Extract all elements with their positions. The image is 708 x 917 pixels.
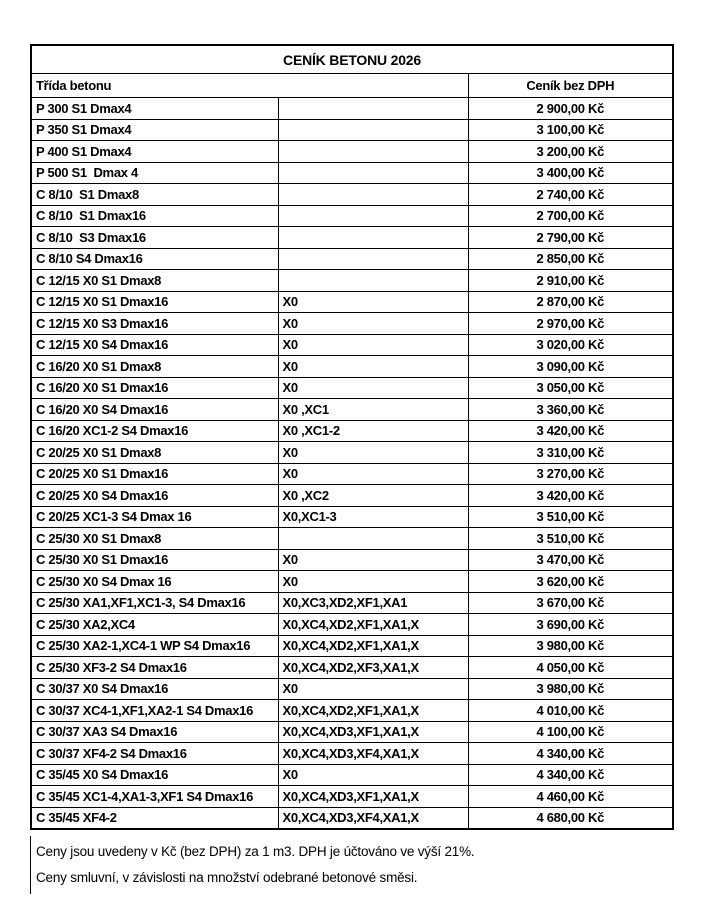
price-cell: 2 970,00 Kč [468, 313, 673, 335]
exposure-classes-cell: X0,XC4,XD2,XF1,XA1,X [278, 614, 468, 636]
title-row [31, 45, 673, 74]
concrete-class-cell: C 16/20 X0 S1 Dmax8 [31, 356, 278, 378]
table-row [31, 549, 673, 571]
table-row [31, 764, 673, 786]
concrete-class-cell: C 30/37 XA3 S4 Dmax16 [31, 721, 278, 743]
concrete-class-cell: C 20/25 X0 S1 Dmax8 [31, 442, 278, 464]
exposure-classes-cell: X0 [278, 571, 468, 593]
concrete-class-cell: P 300 S1 Dmax4 [31, 98, 278, 120]
concrete-class-cell: C 8/10 S3 Dmax16 [31, 227, 278, 249]
exposure-classes-cell: X0 ,XC1-2 [278, 420, 468, 442]
concrete-class-cell: C 25/30 X0 S1 Dmax16 [31, 549, 278, 571]
price-cell: 3 670,00 Kč [468, 592, 673, 614]
table-row [31, 442, 673, 464]
table-row [31, 313, 673, 335]
table-row [31, 657, 673, 679]
table-row [31, 356, 673, 378]
table-row [31, 420, 673, 442]
concrete-class-cell: P 350 S1 Dmax4 [31, 119, 278, 141]
table-row [31, 592, 673, 614]
exposure-classes-cell: X0,XC4,XD3,XF4,XA1,X [278, 807, 468, 829]
concrete-class-cell: C 30/37 XF4-2 S4 Dmax16 [31, 743, 278, 765]
concrete-class-cell: C 35/45 X0 S4 Dmax16 [31, 764, 278, 786]
exposure-classes-cell: X0,XC4,XD2,XF1,XA1,X [278, 635, 468, 657]
exposure-classes-cell [278, 227, 468, 249]
exposure-classes-cell [278, 119, 468, 141]
price-cell: 2 790,00 Kč [468, 227, 673, 249]
concrete-class-cell: C 25/30 X0 S4 Dmax 16 [31, 571, 278, 593]
exposure-classes-cell [278, 248, 468, 270]
header-row [31, 74, 673, 98]
price-cell: 3 470,00 Kč [468, 549, 673, 571]
exposure-classes-cell [278, 528, 468, 550]
table-row [31, 485, 673, 507]
footer-note-contract: Ceny smluvní, v závislosti na množství odebrané betonové směsi. [36, 870, 418, 885]
table-row [31, 399, 673, 421]
concrete-class-cell: P 500 S1 Dmax 4 [31, 162, 278, 184]
concrete-class-cell: C 12/15 X0 S4 Dmax16 [31, 334, 278, 356]
table-body [31, 98, 673, 830]
concrete-class-cell: C 20/25 X0 S4 Dmax16 [31, 485, 278, 507]
price-cell: 3 420,00 Kč [468, 485, 673, 507]
table-row [31, 743, 673, 765]
exposure-classes-cell: X0,XC3,XD2,XF1,XA1 [278, 592, 468, 614]
table-row [31, 291, 673, 313]
table-row [31, 700, 673, 722]
concrete-class-cell: C 12/15 X0 S1 Dmax8 [31, 270, 278, 292]
exposure-classes-cell: X0 [278, 377, 468, 399]
exposure-classes-cell: X0 [278, 334, 468, 356]
exposure-classes-cell: X0 [278, 678, 468, 700]
concrete-class-cell: C 35/45 XF4-2 [31, 807, 278, 829]
concrete-class-cell: C 25/30 XA1,XF1,XC1-3, S4 Dmax16 [31, 592, 278, 614]
table-row [31, 334, 673, 356]
exposure-classes-cell: X0,XC4,XD2,XF3,XA1,X [278, 657, 468, 679]
price-cell: 3 620,00 Kč [468, 571, 673, 593]
price-cell: 3 980,00 Kč [468, 678, 673, 700]
footer-notes [30, 836, 672, 894]
exposure-classes-cell [278, 98, 468, 120]
price-cell: 3 510,00 Kč [468, 506, 673, 528]
exposure-classes-cell: X0,XC1-3 [278, 506, 468, 528]
table-row [31, 786, 673, 808]
concrete-class-cell: C 16/20 XC1-2 S4 Dmax16 [31, 420, 278, 442]
table-row [31, 678, 673, 700]
price-cell: 4 340,00 Kč [468, 764, 673, 786]
exposure-classes-cell [278, 184, 468, 206]
exposure-classes-cell: X0,XC4,XD2,XF1,XA1,X [278, 700, 468, 722]
price-cell: 3 690,00 Kč [468, 614, 673, 636]
price-cell: 3 360,00 Kč [468, 399, 673, 421]
table-row [31, 528, 673, 550]
concrete-class-cell: C 25/30 XF3-2 S4 Dmax16 [31, 657, 278, 679]
exposure-classes-cell: X0 [278, 764, 468, 786]
price-cell: 2 900,00 Kč [468, 98, 673, 120]
exposure-classes-cell: X0 ,XC1 [278, 399, 468, 421]
price-cell: 4 680,00 Kč [468, 807, 673, 829]
concrete-class-cell: C 35/45 XC1-4,XA1-3,XF1 S4 Dmax16 [31, 786, 278, 808]
concrete-class-cell: C 16/20 X0 S1 Dmax16 [31, 377, 278, 399]
price-cell: 2 700,00 Kč [468, 205, 673, 227]
exposure-classes-cell: X0 [278, 313, 468, 335]
table-row [31, 506, 673, 528]
concrete-class-cell: C 25/30 XA2,XC4 [31, 614, 278, 636]
price-cell: 4 340,00 Kč [468, 743, 673, 765]
price-cell: 4 010,00 Kč [468, 700, 673, 722]
table-row [31, 635, 673, 657]
concrete-class-cell: C 8/10 S1 Dmax8 [31, 184, 278, 206]
exposure-classes-cell: X0,XC4,XD3,XF1,XA1,X [278, 721, 468, 743]
exposure-classes-cell: X0 [278, 463, 468, 485]
concrete-class-cell: C 30/37 XC4-1,XF1,XA2-1 S4 Dmax16 [31, 700, 278, 722]
table-row [31, 614, 673, 636]
table-row [31, 205, 673, 227]
concrete-class-cell: C 16/20 X0 S4 Dmax16 [31, 399, 278, 421]
concrete-class-cell: C 20/25 XC1-3 S4 Dmax 16 [31, 506, 278, 528]
price-cell: 3 090,00 Kč [468, 356, 673, 378]
concrete-class-cell: C 30/37 X0 S4 Dmax16 [31, 678, 278, 700]
exposure-classes-cell [278, 141, 468, 163]
exposure-classes-cell: X0,XC4,XD3,XF1,XA1,X [278, 786, 468, 808]
exposure-classes-cell: X0 [278, 549, 468, 571]
price-cell: 3 050,00 Kč [468, 377, 673, 399]
table-row [31, 463, 673, 485]
exposure-classes-cell: X0 [278, 442, 468, 464]
exposure-classes-cell [278, 162, 468, 184]
concrete-class-cell: C 8/10 S1 Dmax16 [31, 205, 278, 227]
price-cell: 3 020,00 Kč [468, 334, 673, 356]
table-row [31, 377, 673, 399]
concrete-class-cell: C 8/10 S4 Dmax16 [31, 248, 278, 270]
table-row [31, 571, 673, 593]
concrete-class-cell: C 12/15 X0 S3 Dmax16 [31, 313, 278, 335]
price-table [30, 44, 674, 830]
concrete-class-cell: P 400 S1 Dmax4 [31, 141, 278, 163]
price-cell: 3 270,00 Kč [468, 463, 673, 485]
table-row [31, 141, 673, 163]
page-title: CENÍK BETONU 2026 [31, 45, 673, 74]
column-header-class: Třída betonu [31, 74, 468, 98]
price-cell: 4 050,00 Kč [468, 657, 673, 679]
exposure-classes-cell: X0 [278, 356, 468, 378]
price-cell: 4 100,00 Kč [468, 721, 673, 743]
price-cell: 3 510,00 Kč [468, 528, 673, 550]
price-cell: 4 460,00 Kč [468, 786, 673, 808]
price-cell: 2 740,00 Kč [468, 184, 673, 206]
table-row [31, 270, 673, 292]
column-header-price: Ceník bez DPH [468, 74, 673, 98]
footer-note-vat: Ceny jsou uvedeny v Kč (bez DPH) za 1 m3. DPH je účtováno ve výší 21%. [36, 844, 475, 859]
price-cell: 2 850,00 Kč [468, 248, 673, 270]
exposure-classes-cell: X0 ,XC2 [278, 485, 468, 507]
price-cell: 3 310,00 Kč [468, 442, 673, 464]
price-cell: 3 980,00 Kč [468, 635, 673, 657]
table-row [31, 721, 673, 743]
price-cell: 3 420,00 Kč [468, 420, 673, 442]
table-row [31, 162, 673, 184]
concrete-class-cell: C 12/15 X0 S1 Dmax16 [31, 291, 278, 313]
price-cell: 3 100,00 Kč [468, 119, 673, 141]
concrete-class-cell: C 25/30 XA2-1,XC4-1 WP S4 Dmax16 [31, 635, 278, 657]
table-row [31, 227, 673, 249]
table-row [31, 184, 673, 206]
exposure-classes-cell: X0 [278, 291, 468, 313]
price-cell: 2 870,00 Kč [468, 291, 673, 313]
table-row [31, 807, 673, 829]
table-row [31, 119, 673, 141]
price-cell: 2 910,00 Kč [468, 270, 673, 292]
table-row [31, 248, 673, 270]
exposure-classes-cell [278, 205, 468, 227]
price-cell: 3 200,00 Kč [468, 141, 673, 163]
concrete-class-cell: C 20/25 X0 S1 Dmax16 [31, 463, 278, 485]
exposure-classes-cell: X0,XC4,XD3,XF4,XA1,X [278, 743, 468, 765]
exposure-classes-cell [278, 270, 468, 292]
table-row [31, 98, 673, 120]
price-cell: 3 400,00 Kč [468, 162, 673, 184]
concrete-class-cell: C 25/30 X0 S1 Dmax8 [31, 528, 278, 550]
